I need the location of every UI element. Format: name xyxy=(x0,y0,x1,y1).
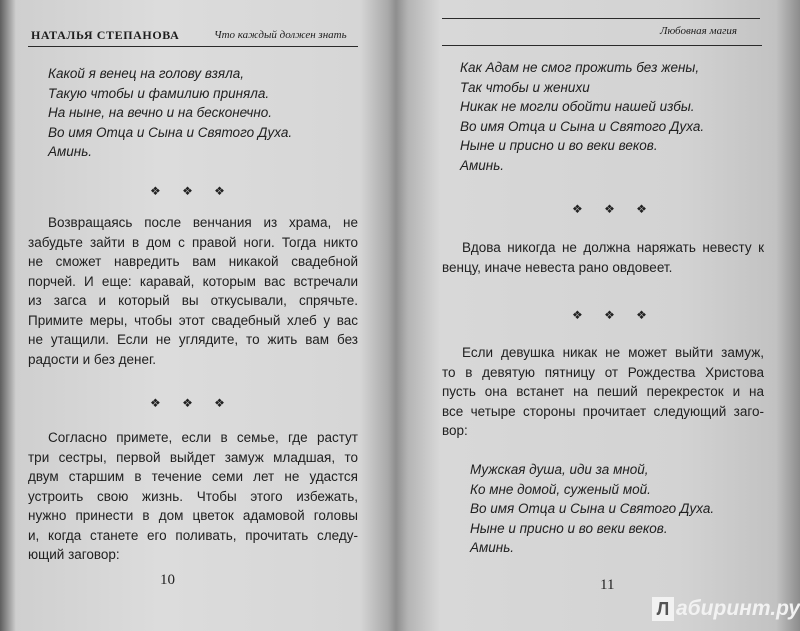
text-line: не утащили. Если не углядите, то жить вам без xyxy=(28,332,358,347)
text-line: из загса и который вы откусывали, спрячьте. xyxy=(28,293,358,308)
verse-line: Никак не могли обойти нашей избы. xyxy=(460,99,695,114)
watermark-logo xyxy=(652,594,800,624)
right-page xyxy=(412,0,800,631)
logo-mark: Л xyxy=(652,597,674,621)
header-rule xyxy=(28,46,358,47)
text-line: венцу, иначе невеста рано овдовеет. xyxy=(442,259,673,275)
paragraph xyxy=(28,428,358,565)
text-line: ющий заговор: xyxy=(28,547,120,562)
page-number: 11 xyxy=(600,577,615,593)
text-line: Вдова никогда не должна наряжать невесту к xyxy=(462,240,764,255)
paragraph xyxy=(442,343,764,441)
verse-line: Ко мне домой, суженый мой. xyxy=(470,481,651,497)
text-line: нужно принести в дом цветок адамовой головы xyxy=(28,508,358,523)
verse-line: Аминь. xyxy=(470,540,515,555)
section-ornament: ❖ ❖ ❖ xyxy=(150,396,234,410)
verse-line: Как Адам не смог прожить без жены, xyxy=(460,60,700,75)
paragraph xyxy=(442,238,764,277)
verse-line: Во имя Отца и Сына и Святого Духа. xyxy=(470,501,715,516)
running-header-title: Любовная магия xyxy=(660,25,737,37)
verse-line: Ныне и присно и во веки веков. xyxy=(470,520,668,536)
text-line: то в девятую пятницу от Рождества Христова xyxy=(442,364,764,380)
verse-line: Мужская душа, иди за мной, xyxy=(470,462,649,477)
verse-block xyxy=(460,58,704,175)
text-line: устроить свою жизнь. Чтобы этого избежать, xyxy=(28,488,358,504)
text-line: Согласно примете, если в семье, где растут xyxy=(48,430,358,445)
text-line: все четыре стороны прочитает следующий заго- xyxy=(442,403,764,419)
verse-line: На ныне, на вечно и на бесконечно. xyxy=(48,105,273,120)
header-top-rule xyxy=(442,18,760,19)
verse-line: Такую чтобы и фамилию приняла. xyxy=(48,85,270,101)
text-line: и, когда станете его поливать, прочитать следу- xyxy=(28,527,358,543)
text-line: двум старшим в течение семи лет не удастся xyxy=(28,469,358,484)
section-ornament: ❖ ❖ ❖ xyxy=(150,184,234,198)
verse-line: Аминь. xyxy=(460,157,505,173)
text-line: Возвращаясь после венчания из храма, не xyxy=(48,215,358,230)
verse-line: Какой я венец на голову взяла, xyxy=(48,66,244,81)
verse-block xyxy=(470,460,714,558)
text-line: не сможет навредить вам никакой свадебной xyxy=(28,254,358,269)
verse-line: Во имя Отца и Сына и Святого Духа. xyxy=(460,118,705,134)
section-ornament: ❖ ❖ ❖ xyxy=(572,202,656,216)
left-page xyxy=(0,0,382,631)
verse-line: Так чтобы и женихи xyxy=(460,79,590,95)
running-header-title: Что каждый должен знать xyxy=(214,29,347,41)
text-line: пусть она встанет на пеший перекресток и на xyxy=(442,384,764,399)
text-line: забудьте зайти в дом с правой ноги. Тогда никто xyxy=(28,234,358,250)
text-line: вор: xyxy=(442,423,468,438)
text-line: три сестры, первой выйдет замуж младшая, то xyxy=(28,449,358,465)
verse-line: Во имя Отца и Сына и Святого Духа. xyxy=(48,124,293,140)
text-line: радости и без денег. xyxy=(28,351,157,367)
verse-block xyxy=(48,64,292,162)
page-number: 10 xyxy=(160,572,175,588)
paragraph xyxy=(28,213,358,369)
running-header-author: НАТАЛЬЯ СТЕПАНОВА xyxy=(31,28,180,42)
text-line: порчей. И еще: каравай, которым вас встречали xyxy=(28,273,358,289)
text-line: Если девушка никак не может выйти замуж, xyxy=(462,345,764,360)
watermark-text: абиринт.ру xyxy=(676,597,800,620)
verse-line: Аминь. xyxy=(48,144,93,159)
text-line: Примите меры, чтобы этот свадебный хлеб у вас xyxy=(28,312,358,328)
header-rule xyxy=(442,45,762,46)
section-ornament: ❖ ❖ ❖ xyxy=(572,308,656,322)
verse-line: Ныне и присно и во веки веков. xyxy=(460,138,658,153)
